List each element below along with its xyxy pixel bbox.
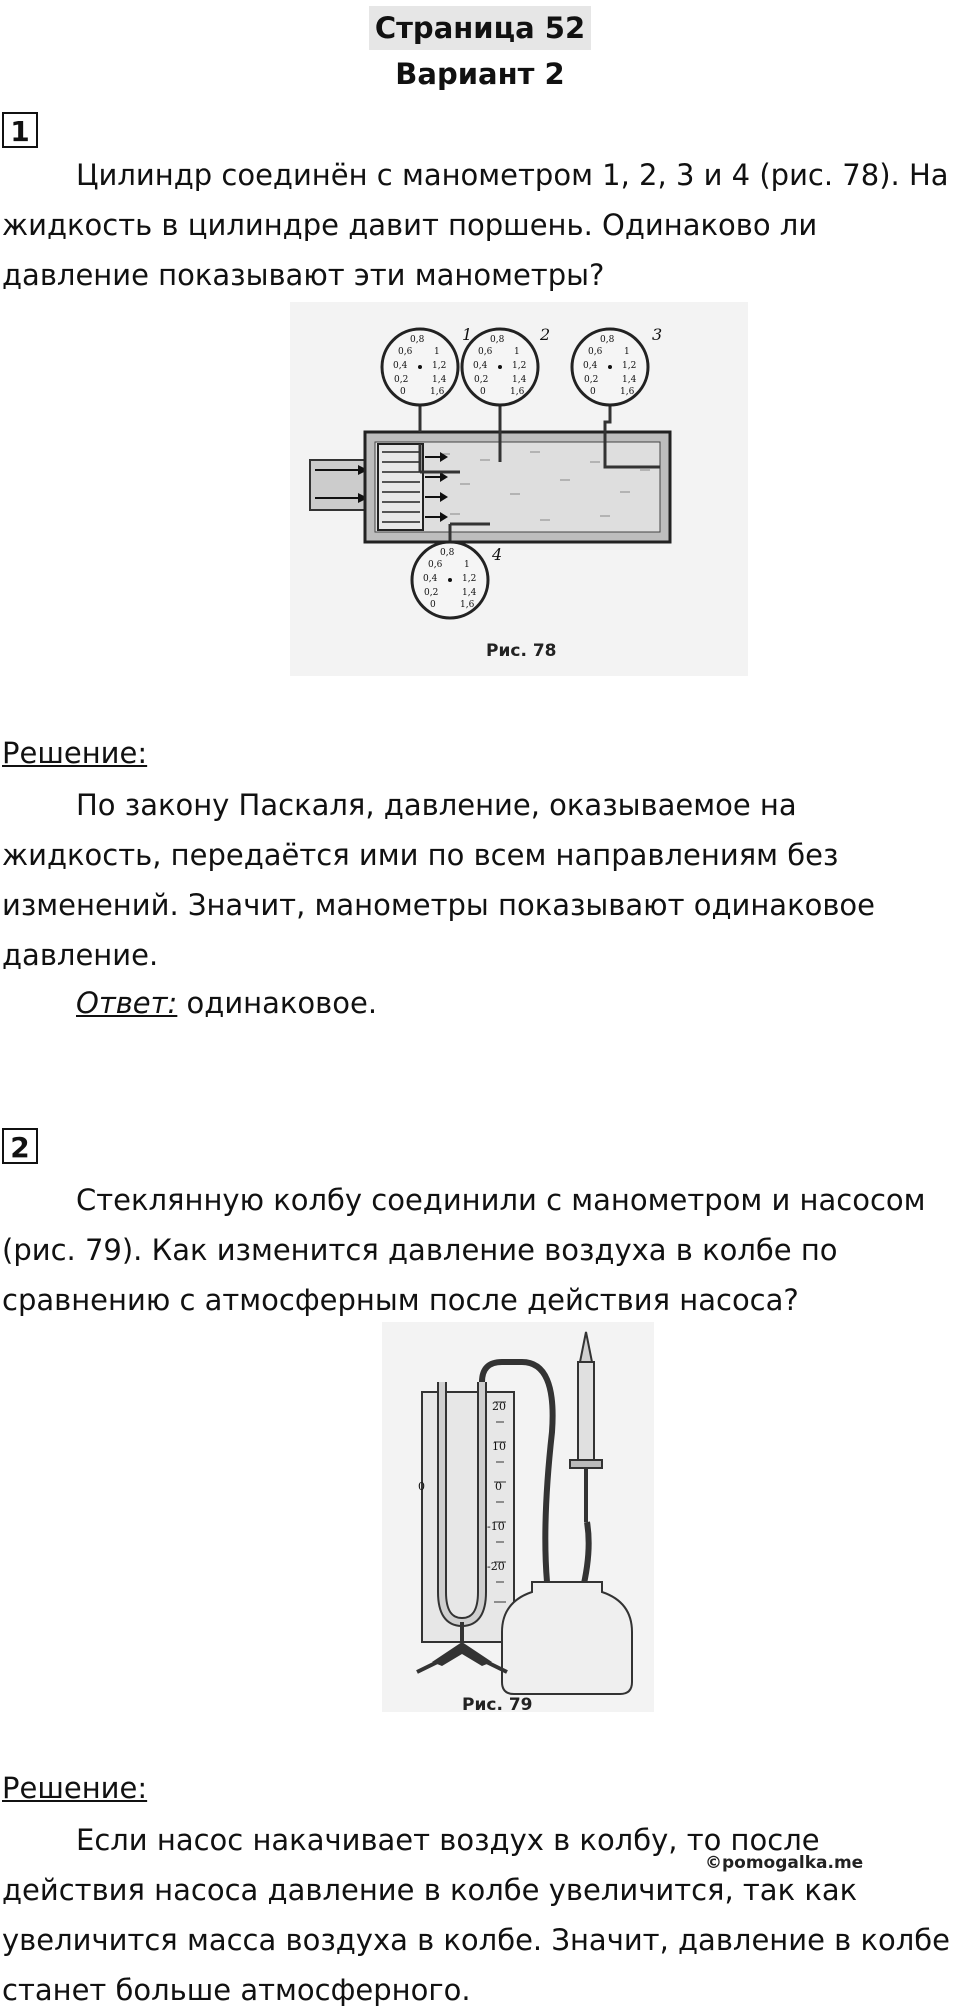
fig79-scale-tick: 10 xyxy=(492,1440,506,1453)
gauge1-tick: 0,8 xyxy=(410,335,425,345)
gauge4-tick: 1,2 xyxy=(462,574,477,584)
figure-79 xyxy=(382,1322,654,1712)
gauge2-tick: 1 xyxy=(514,347,520,357)
gauge4-tick: 1,4 xyxy=(462,588,477,598)
gauge4-tick: 0,8 xyxy=(440,548,455,558)
gauge2-tick: 0,4 xyxy=(473,361,488,371)
gauge1-tick: 1,4 xyxy=(432,375,447,385)
gauge4-tick: 0,2 xyxy=(424,588,439,598)
figure-79-caption: Рис. 79 xyxy=(462,1695,533,1712)
gauge2-tick: 0,2 xyxy=(474,375,489,385)
fig79-left-zero: 0 xyxy=(418,1480,425,1493)
task1-solution-heading: Решение: xyxy=(2,736,148,770)
gauge1-tick: 0,6 xyxy=(398,347,413,357)
gauge-label-4: 4 xyxy=(492,545,503,564)
page-title-wrap xyxy=(0,6,960,50)
gauge3-tick: 0,4 xyxy=(583,361,598,371)
fig79-scale-tick: 0 xyxy=(495,1480,502,1493)
gauge1-tick: 1,2 xyxy=(432,361,447,371)
gauge4-tick: 1,6 xyxy=(460,600,475,610)
figure-78-caption: Рис. 78 xyxy=(486,641,557,661)
gauge3-tick: 1,6 xyxy=(620,387,635,397)
gauge1-tick: 1 xyxy=(434,347,440,357)
gauge2-tick: 0,8 xyxy=(490,335,505,345)
figure-78 xyxy=(290,302,748,676)
gauge3-tick: 1 xyxy=(624,347,630,357)
fig79-scale-tick: -20 xyxy=(487,1560,505,1573)
figure-78-drawing xyxy=(290,302,748,676)
gauge4-tick: 1 xyxy=(464,560,470,570)
gauge2-tick: 1,6 xyxy=(510,387,525,397)
gauge4-tick: 0 xyxy=(430,600,436,610)
task1-answer xyxy=(76,983,377,1023)
gauge-label-2: 2 xyxy=(540,325,551,344)
gauge3-tick: 0,2 xyxy=(584,375,599,385)
task-number-1: 1 xyxy=(2,112,38,148)
gauge2-tick: 1,4 xyxy=(512,375,527,385)
gauge1-tick: 1,6 xyxy=(430,387,445,397)
task2-solution: Если насос накачивает воздух в колбу, то после действия насоса давление в колбе увеличится, так как увеличится масса воздуха в колбе. Значит, давление в колбе станет больше атмосферного. xyxy=(2,1823,950,2007)
gauge1-tick: 0 xyxy=(400,387,406,397)
watermark: ©pomogalka.me xyxy=(705,1853,864,1873)
gauge3-tick: 1,2 xyxy=(622,361,637,371)
gauge1-tick: 0,2 xyxy=(394,375,409,385)
answer-text: одинаковое. xyxy=(177,986,378,1020)
task1-question: Цилиндр соединён с манометром 1, 2, 3 и 4 (рис. 78). На жидкость в цилиндре давит поршень. Одинаково ли давление показывают эти манометры? xyxy=(2,158,949,292)
gauge3-tick: 1,4 xyxy=(622,375,637,385)
gauge3-tick: 0,6 xyxy=(588,347,603,357)
gauge3-tick: 0 xyxy=(590,387,596,397)
gauge2-tick: 0,6 xyxy=(478,347,493,357)
gauge2-tick: 1,2 xyxy=(512,361,527,371)
gauge-label-3: 3 xyxy=(652,325,663,344)
fig79-scale-tick: 20 xyxy=(492,1400,506,1413)
answer-label: Ответ: xyxy=(76,986,178,1020)
gauge-label-1: 1 xyxy=(462,325,473,344)
gauge2-tick: 0 xyxy=(480,387,486,397)
task1-solution: По закону Паскаля, давление, оказываемое на жидкость, передаётся ими по всем направлениям без изменений. Значит, манометры показывают одинаковое давление. xyxy=(2,788,876,972)
task-number-2: 2 xyxy=(2,1128,38,1164)
gauge4-tick: 0,6 xyxy=(428,560,443,570)
fig79-scale-tick: -10 xyxy=(487,1520,505,1533)
page-title: Страница 52 xyxy=(369,6,591,50)
figure-79-drawing xyxy=(382,1322,654,1712)
gauge1-tick: 0,4 xyxy=(393,361,408,371)
task2-solution-heading: Решение: xyxy=(2,1771,148,1805)
gauge4-tick: 0,4 xyxy=(423,574,438,584)
gauge3-tick: 0,8 xyxy=(600,335,615,345)
task2-question: Стеклянную колбу соединили с манометром и насосом (рис. 79). Как изменится давление воздуха в колбе по сравнению с атмосферным после действия насоса? xyxy=(2,1183,926,1317)
variant-title: Вариант 2 xyxy=(395,57,565,91)
